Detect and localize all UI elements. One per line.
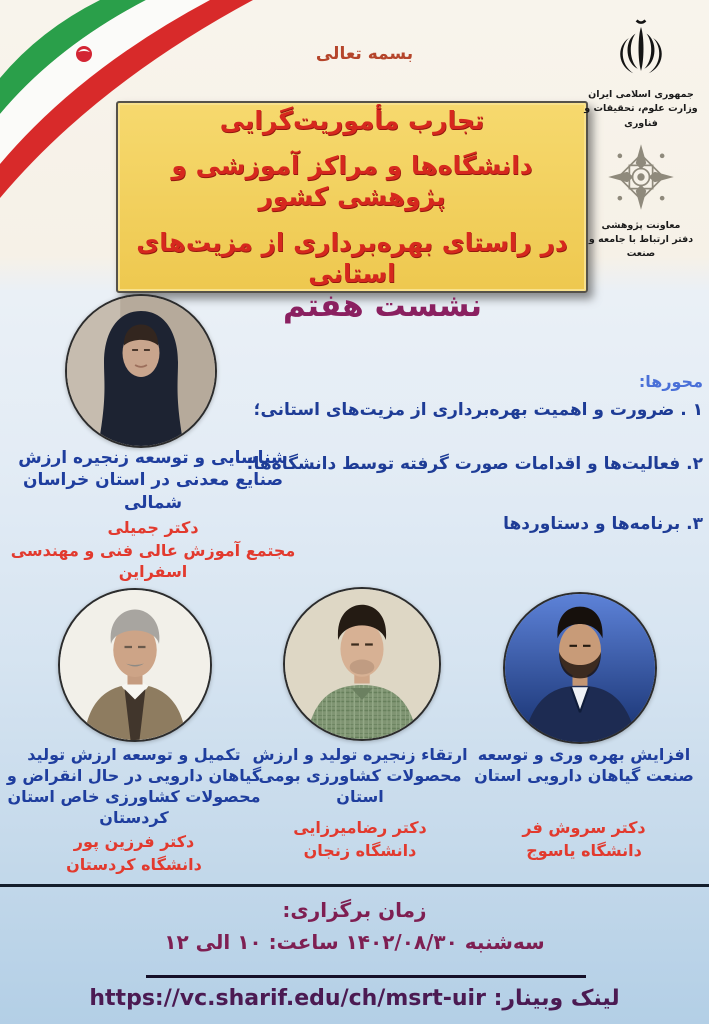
- speaker-name: دکتر سروش فر: [522, 818, 646, 837]
- speaker-affiliation: مجتمع آموزش عالی فنی و مهندسی اسفراین: [10, 541, 296, 581]
- speaker-topic: افزایش بهره وری و توسعه صنعت گیاهان دارویی استان: [474, 745, 694, 786]
- speaker-photo-farzinpour: [58, 588, 212, 742]
- agenda-item-3: ۳. برنامه‌ها و دستاوردها: [503, 514, 703, 534]
- speaker-name: دکتر جمیلی: [107, 518, 199, 538]
- speaker-affiliation: دانشگاه زنجان: [303, 840, 417, 860]
- speaker-topic: شناسایی و توسعه زنجیره ارزش صنایع معدنی در استان خراسان شمالی: [18, 448, 288, 513]
- webinar-link-url[interactable]: https://vc.sharif.edu/ch/msrt-uir: [89, 986, 486, 1011]
- ministry-name-line1: جمهوری اسلامی ایران: [588, 89, 694, 100]
- agenda-section: [246, 372, 703, 534]
- portrait-man-navy-suit: [505, 594, 655, 742]
- speaker-topic: ارتقاء زنجیره تولید و ارزش محصولات کشاورزی بومی استان: [252, 745, 468, 807]
- webinar-link-label: لینک وبینار:: [493, 986, 620, 1011]
- speaker-affiliation: دانشگاه کردستان: [66, 855, 202, 875]
- agenda-item-2: ۲. فعالیت‌ها و اقدامات صورت گرفته توسط دانشگاه‌ها؛: [246, 454, 703, 474]
- portrait-man-checkered-shirt: [285, 589, 439, 739]
- time-value: سه‌شنبه ۱۴۰۲/۰۸/۳۰ ساعت: ۱۰ الی ۱۲: [164, 930, 545, 954]
- speaker-photo-soroushfar: [503, 592, 657, 744]
- office-name-line1: معاونت پژوهشی: [601, 219, 681, 231]
- speaker-name: دکتر فرزین پور: [73, 832, 195, 852]
- speaker-block-soroushfar: [468, 744, 700, 862]
- agenda-label: محورها:: [638, 372, 703, 391]
- logo-column: [581, 14, 701, 262]
- agenda-item-1: ۱ . ضرورت و اهمیت بهره‌برداری از مزیت‌های استانی؛: [253, 400, 703, 420]
- ministry-name-line2: وزارت علوم، تحقیقات و فناوری: [584, 103, 698, 129]
- portrait-man-grey-hair: [60, 590, 210, 740]
- speaker-photo-rezamirzaei: [283, 587, 441, 741]
- bismillah-text: بسمه تعالی: [315, 44, 414, 64]
- iran-ministry-emblem-icon: [608, 14, 674, 84]
- speaker-name: دکتر رضامیرزایی: [293, 818, 427, 837]
- speaker-block-rezamirzaei: [244, 744, 476, 862]
- research-office-logo-icon: [604, 139, 678, 215]
- office-name-line2: دفتر ارتباط با جامعه و صنعت: [588, 234, 694, 260]
- speaker-block-farzinpour: [0, 744, 268, 876]
- footer-divider-top: [0, 884, 709, 887]
- title-line-3: در راستای بهره‌برداری از مزیت‌های استانی: [136, 227, 568, 288]
- time-label: زمان برگزاری:: [282, 898, 427, 922]
- speaker-affiliation: دانشگاه یاسوج: [526, 840, 642, 860]
- portrait-woman-headscarf: [67, 296, 215, 446]
- speaker-photo-jamili: [65, 294, 217, 448]
- footer-divider-bottom: [146, 975, 586, 978]
- speaker-topic: تکمیل و توسعه ارزش تولید گیاهان دارویی در حال انقراض و محصولات کشاورزی خاص استان کردستان: [6, 745, 262, 828]
- title-line-2: دانشگاه‌ها و مراکز آموزشی و پژوهشی کشور: [171, 151, 533, 212]
- title-box: [116, 101, 588, 293]
- session-title: نشست هفتم: [282, 288, 483, 324]
- title-line-1: تجارب مأموریت‌گرایی: [219, 105, 485, 135]
- webinar-link-line: [0, 986, 709, 1011]
